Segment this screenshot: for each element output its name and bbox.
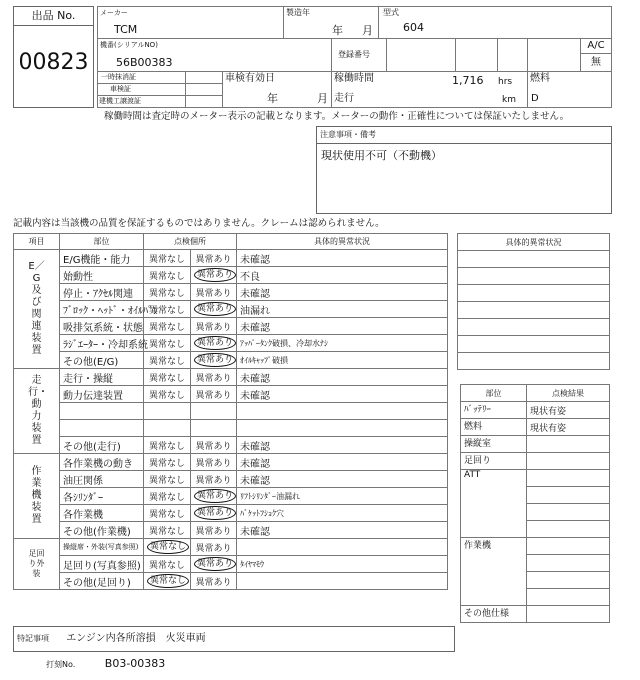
- option-label: 異常なし: [148, 509, 185, 520]
- doc-cell: [185, 95, 223, 108]
- circled-option: 異常あり: [194, 353, 236, 367]
- option-label: 異常あり: [195, 254, 232, 265]
- inspection-table: [13, 233, 448, 590]
- detail-text: [237, 420, 448, 437]
- detail-text: 未確認: [237, 454, 448, 471]
- option-label: 異常あり: [195, 390, 232, 401]
- part-label: その他(E/G): [60, 352, 144, 369]
- detail-text: 未確認: [237, 318, 448, 335]
- no-abnormality-check[interactable]: [144, 471, 191, 488]
- table-row: [14, 505, 448, 522]
- special-text: エンジン内各所溶損 火災車両: [66, 633, 206, 644]
- registration-label: 登録番号: [338, 50, 370, 59]
- part-label: 動力伝達装置: [60, 386, 144, 403]
- abnormality-check[interactable]: [191, 522, 237, 539]
- table-row: [14, 386, 448, 403]
- no-abnormality-check[interactable]: [144, 267, 191, 284]
- table-row: [14, 267, 448, 284]
- abnormality-check[interactable]: [191, 437, 237, 454]
- table-row: [14, 335, 448, 352]
- month-unit: 月: [317, 92, 328, 105]
- result-cell: [527, 436, 610, 453]
- results-table: [460, 384, 610, 623]
- abnormality-check[interactable]: [191, 539, 237, 556]
- result-cell: [527, 453, 610, 470]
- abnormality-check[interactable]: [191, 284, 237, 301]
- part-label: 油圧関係: [60, 471, 144, 488]
- remarks-text: 現状使用不可（不動機）: [321, 149, 442, 162]
- no-abnormality-check[interactable]: [144, 335, 191, 352]
- part-label: 停止・ｱｸｾﾙ関連: [60, 284, 144, 301]
- table-row: [461, 402, 610, 419]
- detail-text: ﾀｲﾔﾏﾓｳ: [237, 556, 448, 573]
- table-row: [461, 453, 610, 470]
- table-row: [14, 284, 448, 301]
- option-label: 異常なし: [148, 288, 185, 299]
- part-label: その他仕様: [461, 606, 527, 623]
- table-row: [14, 539, 448, 556]
- part-label: ﾊﾞｯﾃﾘｰ: [461, 402, 527, 419]
- col-header: 部位: [60, 234, 144, 250]
- abnormality-check[interactable]: [191, 505, 237, 522]
- year-label: 製造年: [286, 8, 310, 17]
- model-value: 604: [403, 21, 424, 34]
- travel-label: 走行: [334, 93, 354, 104]
- part-label: 燃料: [461, 419, 527, 436]
- result-cell: 現状有姿: [527, 419, 610, 436]
- abnormality-check[interactable]: [191, 454, 237, 471]
- option-label: 異常なし: [148, 339, 185, 350]
- option-label: 異常なし: [148, 492, 185, 503]
- part-label: その他(走行): [60, 437, 144, 454]
- no-abnormality-check[interactable]: [144, 301, 191, 318]
- part-label: [60, 420, 144, 437]
- detail-text: 未確認: [237, 250, 448, 267]
- fuel-value: D: [531, 93, 539, 104]
- no-abnormality-check[interactable]: [144, 386, 191, 403]
- no-abnormality-check[interactable]: [144, 522, 191, 539]
- circled-option: 異常あり: [194, 506, 236, 520]
- option-label: 異常あり: [195, 543, 232, 554]
- option-label: 異常あり: [195, 373, 232, 384]
- stamp-label: 打刻No.: [46, 660, 76, 669]
- no-abnormality-check[interactable]: [144, 318, 191, 335]
- no-abnormality-check[interactable]: [144, 352, 191, 369]
- circled-option: 異常あり: [194, 489, 236, 503]
- abnormality-check[interactable]: [191, 573, 237, 590]
- abnormality-check[interactable]: [191, 369, 237, 386]
- table-row: [14, 352, 448, 369]
- maker-label: メーカー: [100, 9, 128, 17]
- model-label: 型式: [383, 8, 399, 17]
- travel-unit: km: [502, 95, 516, 105]
- col-header: 点検個所: [144, 234, 237, 250]
- no-abnormality-check[interactable]: [144, 284, 191, 301]
- part-label: ﾗｼﾞｴｰﾀｰ・冷却系統: [60, 335, 144, 352]
- year-unit: 年: [332, 24, 343, 37]
- col-header: 具体的異常状況: [458, 234, 610, 251]
- detail-text: 未確認: [237, 437, 448, 454]
- abnormality-check[interactable]: [191, 403, 237, 420]
- abnormality-check[interactable]: [191, 556, 237, 573]
- no-abnormality-check[interactable]: [144, 505, 191, 522]
- option-label: 異常なし: [148, 458, 185, 469]
- detail-text: 未確認: [237, 369, 448, 386]
- no-abnormality-check[interactable]: [144, 556, 191, 573]
- part-label: ATT: [461, 470, 527, 538]
- ac-label: A/C: [580, 38, 612, 54]
- option-label: 異常あり: [195, 475, 232, 486]
- detail-text: ﾘﾌﾄｼﾘﾝﾀﾞｰ油漏れ: [237, 488, 448, 505]
- part-label: 操縦室: [461, 436, 527, 453]
- abnormality-check[interactable]: [191, 488, 237, 505]
- table-row: [14, 522, 448, 539]
- part-label: [60, 403, 144, 420]
- category-label: 作業機装置: [14, 454, 60, 539]
- option-label: 異常なし: [148, 373, 185, 384]
- registration-cell: [527, 38, 581, 72]
- ac-value: 無: [580, 53, 612, 72]
- special-notes-box: [13, 626, 455, 652]
- abnormality-check[interactable]: [191, 352, 237, 369]
- result-cell: [527, 521, 610, 538]
- detail-text: ｱｯﾊﾟｰﾀﾝｸ破損、冷却水ﾅｼ: [237, 335, 448, 352]
- no-abnormality-check[interactable]: [144, 369, 191, 386]
- option-label: 異常なし: [148, 560, 185, 571]
- doc-label: 建機工譲渡証: [97, 95, 186, 108]
- option-label: 異常なし: [148, 254, 185, 265]
- detail-text: [237, 573, 448, 590]
- special-label: 特記事項: [17, 634, 49, 643]
- circled-option: 異常あり: [194, 268, 236, 282]
- option-label: 異常なし: [148, 475, 185, 486]
- category-label: E／G及び関連装置: [14, 250, 60, 369]
- blank-row: [458, 285, 610, 302]
- circled-option: 異常なし: [147, 540, 189, 554]
- result-cell: [527, 470, 610, 487]
- col-header: 具体的異常状況: [237, 234, 448, 250]
- abnormality-check[interactable]: [191, 267, 237, 284]
- detail-text: 未確認: [237, 386, 448, 403]
- abnormality-check[interactable]: [191, 386, 237, 403]
- result-cell: [527, 589, 610, 606]
- table-row: [14, 318, 448, 335]
- option-label: 異常なし: [148, 390, 185, 401]
- detail-text: 未確認: [237, 522, 448, 539]
- no-abnormality-check[interactable]: [144, 437, 191, 454]
- option-label: 異常なし: [148, 322, 185, 333]
- part-label: 作業機: [461, 538, 527, 606]
- table-row: [14, 573, 448, 590]
- abnormal-table: [457, 233, 610, 370]
- blank-row: [458, 336, 610, 353]
- part-label: 足回り(写真参照): [60, 556, 144, 573]
- option-label: 異常あり: [195, 458, 232, 469]
- circled-option: 異常なし: [147, 574, 189, 588]
- result-cell: [527, 555, 610, 572]
- hours-label: 稼働時間: [334, 73, 374, 84]
- detail-text: [237, 403, 448, 420]
- detail-text: 不良: [237, 267, 448, 284]
- option-label: 異常なし: [148, 271, 185, 282]
- part-label: 各作業機: [60, 505, 144, 522]
- blank-row: [458, 353, 610, 370]
- part-label: E/G機能・能力: [60, 250, 144, 267]
- part-label: 吸排気系統・状態: [60, 318, 144, 335]
- disclaimer: 記載内容は当該機の品質を保証するものではありません。クレームは認められません。: [13, 218, 385, 229]
- col-header: 部位: [461, 385, 527, 402]
- abnormality-check[interactable]: [191, 420, 237, 437]
- no-abnormality-check[interactable]: [144, 454, 191, 471]
- table-row: [461, 436, 610, 453]
- remarks-label: 注意事項・備考: [317, 127, 611, 144]
- part-label: 各ｼﾘﾝﾀﾞｰ: [60, 488, 144, 505]
- option-label: 異常あり: [195, 288, 232, 299]
- table-row: [14, 437, 448, 454]
- part-label: ﾌﾞﾛｯｸ・ﾍｯﾄﾞ・ｵｲﾙﾊﾟﾝ: [60, 301, 144, 318]
- option-label: 異常あり: [195, 577, 232, 588]
- category-label: 走行・動力装置: [14, 369, 60, 454]
- maker-value: TCM: [114, 23, 138, 36]
- listing-box: [13, 6, 94, 108]
- result-cell: [527, 572, 610, 589]
- result-cell: [527, 606, 610, 623]
- doc-label: 一時抹消証: [97, 71, 186, 84]
- serial-value: 56B00383: [116, 56, 173, 69]
- table-row: [14, 250, 448, 267]
- detail-text: ｵｲﾙｷｬｯﾌﾟ破損: [237, 352, 448, 369]
- table-row: [461, 419, 610, 436]
- registration-cell: [386, 38, 456, 72]
- option-label: 異常あり: [195, 526, 232, 537]
- fuel-label: 燃料: [530, 73, 550, 84]
- part-label: 操縦席・外装(写真参照): [60, 539, 144, 556]
- no-abnormality-check[interactable]: [144, 420, 191, 437]
- doc-label: 車検証: [97, 83, 186, 96]
- blank-row: [458, 268, 610, 285]
- detail-text: 油漏れ: [237, 301, 448, 318]
- blank-row: [458, 319, 610, 336]
- no-abnormality-check[interactable]: [144, 539, 191, 556]
- part-label: 各作業機の動き: [60, 454, 144, 471]
- part-label: 始動性: [60, 267, 144, 284]
- hours-note: 稼働時間は査定時のメーター表示の記載となります。メーターの動作・正確性については保証いたしません。: [104, 111, 570, 122]
- table-row: [14, 488, 448, 505]
- table-row: [461, 538, 610, 555]
- option-label: 異常なし: [148, 441, 185, 452]
- hours-unit: hrs: [498, 77, 513, 87]
- option-label: 異常なし: [148, 305, 185, 316]
- option-label: 異常あり: [195, 441, 232, 452]
- hours-value: 1,716: [452, 74, 484, 87]
- inspection-label: 車検有効日: [225, 73, 275, 84]
- abnormality-check[interactable]: [191, 250, 237, 267]
- result-cell: [527, 538, 610, 555]
- abnormality-check[interactable]: [191, 301, 237, 318]
- abnormality-check[interactable]: [191, 318, 237, 335]
- detail-text: 未確認: [237, 284, 448, 301]
- table-row: [14, 471, 448, 488]
- stamp-value: B03-00383: [104, 657, 166, 670]
- table-row: [14, 301, 448, 318]
- result-cell: [527, 487, 610, 504]
- circled-option: 異常あり: [194, 557, 236, 571]
- table-row: [14, 556, 448, 573]
- abnormality-check[interactable]: [191, 471, 237, 488]
- part-label: 足回り: [461, 453, 527, 470]
- abnormality-check[interactable]: [191, 335, 237, 352]
- circled-option: 異常あり: [194, 302, 236, 316]
- remarks-box: [316, 126, 612, 214]
- listing-number: 00823: [18, 50, 89, 75]
- year-unit: 年: [267, 92, 278, 105]
- blank-row: [458, 302, 610, 319]
- circled-option: 異常あり: [194, 336, 236, 350]
- blank-row: [458, 251, 610, 268]
- option-label: 異常なし: [148, 356, 185, 367]
- result-cell: 現状有姿: [527, 402, 610, 419]
- part-label: その他(足回り): [60, 573, 144, 590]
- detail-text: 未確認: [237, 471, 448, 488]
- no-abnormality-check[interactable]: [144, 403, 191, 420]
- col-header: 項目: [14, 234, 60, 250]
- serial-label: 機番(シリアルNO): [100, 41, 158, 49]
- option-label: 異常あり: [195, 322, 232, 333]
- no-abnormality-check[interactable]: [144, 488, 191, 505]
- month-unit: 月: [362, 24, 373, 37]
- part-label: その他(作業機): [60, 522, 144, 539]
- col-header: 点検結果: [527, 385, 610, 402]
- table-row: [461, 606, 610, 623]
- listing-label: 出品 No.: [14, 7, 93, 26]
- category-label: 足回り外装: [14, 539, 60, 590]
- option-label: 異常なし: [148, 526, 185, 537]
- registration-cell: [455, 38, 498, 72]
- result-cell: [527, 504, 610, 521]
- table-row: [14, 454, 448, 471]
- table-row: [461, 470, 610, 487]
- registration-cell: [497, 38, 528, 72]
- table-row: [14, 420, 448, 437]
- detail-text: [237, 539, 448, 556]
- table-row: [14, 403, 448, 420]
- part-label: 走行・操縦: [60, 369, 144, 386]
- detail-text: ﾊﾞｹｯﾄﾌｼｮｸ穴: [237, 505, 448, 522]
- no-abnormality-check[interactable]: [144, 573, 191, 590]
- table-row: [14, 369, 448, 386]
- no-abnormality-check[interactable]: [144, 250, 191, 267]
